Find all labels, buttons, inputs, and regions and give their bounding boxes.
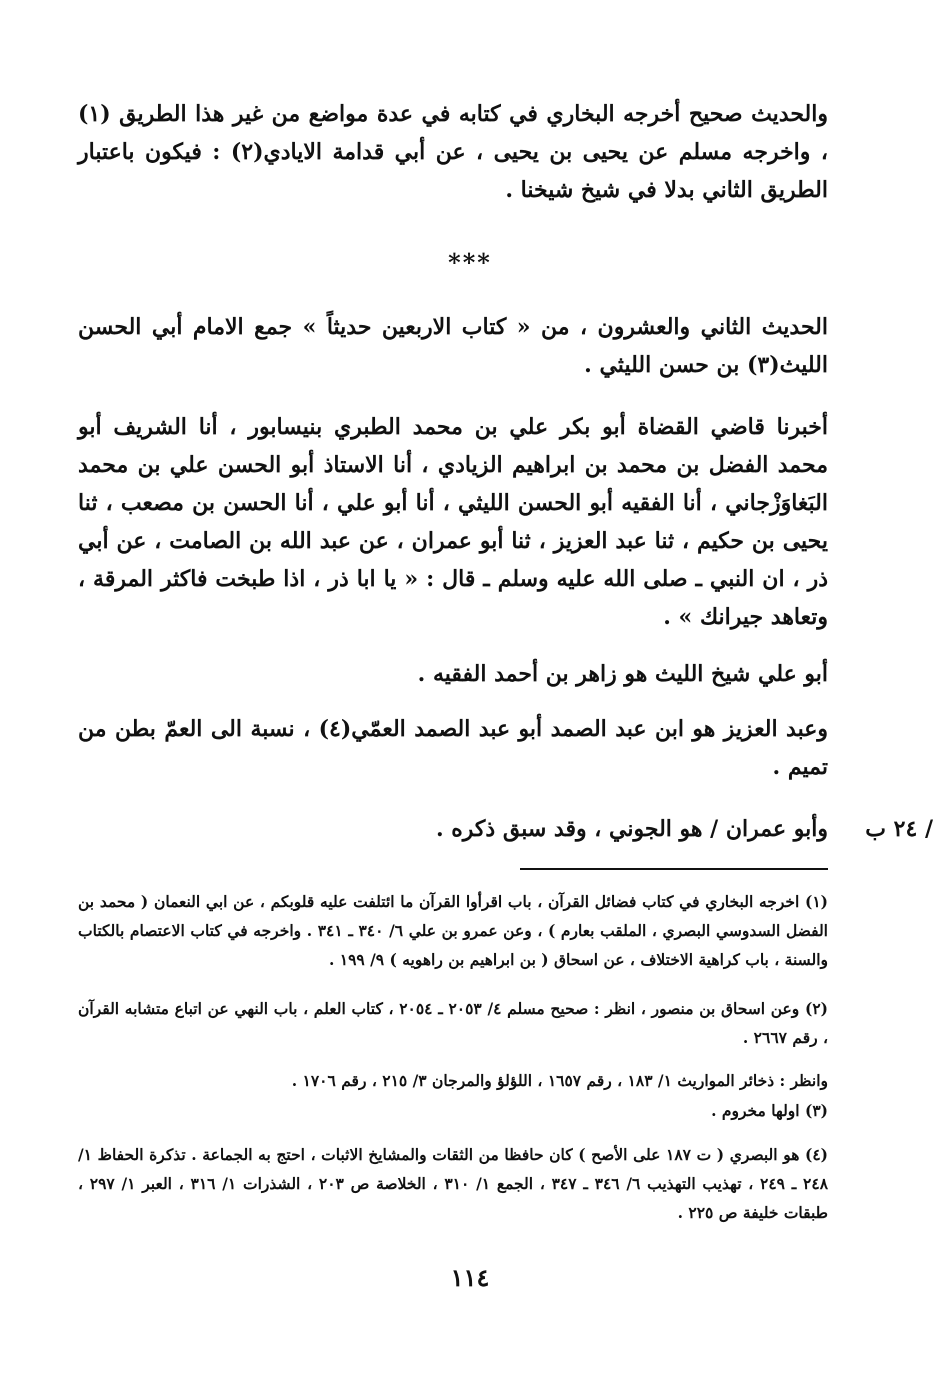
footnote-1: (١) اخرجه البخاري في كتاب فضائل القرآن ، باب اقرأوا القرآن ما ائتلفت عليه قلوبكم ، عن ابي النعمان ( محمد بن الفضل السدوسي البصري ، الملقب بعارم ) ، وعن عمرو بن علي ٦/ ٣٤٠ ـ ٣٤١ . واخرجه في كتاب الاعتصام بالكتاب والسنة ، باب كراهية الاختلاف ، عن اسحاق ( بن ابراهيم بن راهويه ) ٩/ ١٩٩ . bbox=[78, 892, 828, 969]
paragraph-hadith-heading: الحديث الثاني والعشرون ، من « كتاب الاربعين حديثاً » جمع الامام أبي الحسن الليث(٣) بن حسن الليثي . bbox=[78, 314, 828, 378]
paragraph-narrator-note-3: وأبو عمران / هو الجوني ، وقد سبق ذكره . bbox=[435, 816, 828, 842]
paragraph-isnad: أخبرنا قاضي القضاة أبو بكر علي بن محمد الطبري بنيسابور ، أنا الشريف أبو محمد الفضل بن محمد بن ابراهيم الزيادي ، أنا الاستاذ أبو الحسن علي بن محمد البَغاوَزْجاني ، أنا الفقيه أبو الحسن الليثي ، أنا أبو علي ، أنا الحسن بن مصعب ، ثنا يحيى بن حكيم ، ثنا عبد العزيز ، ثنا أبو عمران ، عن عبد الله بن الصامت ، عن أبي ذر ، ان النبي ـ صلى الله عليه وسلم ـ قال : « يا ابا ذر ، اذا طبخت فاكثر المرقة ، وتعاهد جيرانك » . bbox=[78, 414, 828, 630]
paragraph-narrator-note-2: وعبد العزيز هو ابن عبد الصمد أبو عبد الصمد العمّي(٤) ، نسبة الى العمّ بطن من تميم . bbox=[78, 716, 828, 780]
footnote-2: (٢) وعن اسحاق بن منصور ، انظر : صحيح مسلم ٤/ ٢٠٥٣ ـ ٢٠٥٤ ، كتاب العلم ، باب النهي عن اتباع متشابه القرآن ، رقم ٢٦٦٧ . bbox=[78, 999, 828, 1047]
section-separator: *** bbox=[448, 248, 492, 277]
footnote-divider bbox=[520, 868, 828, 870]
manuscript-folio-marker: / ٢٤ ب bbox=[865, 816, 933, 842]
page-number: ١١٤ bbox=[450, 1263, 490, 1292]
paragraph-narrator-note-1: أبو علي شيخ الليث هو زاهر بن أحمد الفقيه . bbox=[417, 661, 828, 687]
footnote-3: (٣) اولها مخروم . bbox=[711, 1101, 828, 1120]
paragraph-hadith-source: والحديث صحيح أخرجه البخاري في كتابه في عدة مواضع من غير هذا الطريق (١) ، واخرجه مسلم عن يحيى بن يحيى ، عن أبي قدامة الايادي(٢) : فيكون باعتبار الطريق الثاني بدلا في شيخ شيخنا . bbox=[78, 101, 828, 203]
footnote-2-continued: وانظر : ذخائر المواريث ١/ ١٨٣ ، رقم ١٦٥٧ ، اللؤلؤ والمرجان ٣/ ٢١٥ ، رقم ١٧٠٦ . bbox=[291, 1071, 828, 1090]
footnote-4: (٤) هو البصري ( ت ١٨٧ على الأصح ) كان حافظا من الثقات والمشايخ الاثبات ، احتج به الجماعة . تذكرة الحفاظ ١/ ٢٤٨ ـ ٢٤٩ ، تهذيب التهذيب ٦/ ٣٤٦ ـ ٣٤٧ ، الجمع ١/ ٣١٠ ، الخلاصة ص ٢٠٣ ، الشذرات ١/ ٣١٦ ، العبر ١/ ٢٩٧ ، طبقات خليفة ص ٢٢٥ . bbox=[78, 1145, 829, 1222]
